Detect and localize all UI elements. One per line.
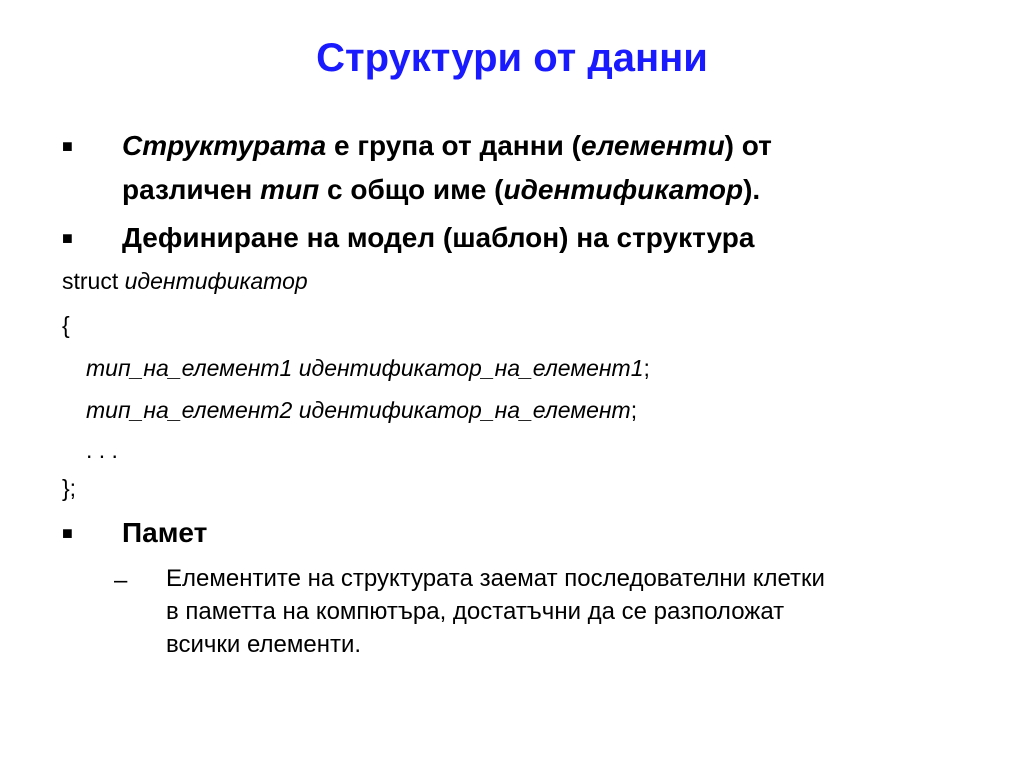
- text-fragment: с общо име (: [319, 174, 504, 205]
- code-member-1: [86, 353, 650, 383]
- code-struct-line: [62, 266, 308, 296]
- term-elements: елементи: [580, 130, 725, 161]
- code-member-2: [86, 395, 637, 425]
- struct-identifier: идентификатор: [124, 268, 308, 294]
- bullet-3-text: Памет: [122, 517, 208, 548]
- member-1-declaration: тип_на_елемент1 идентификатор_на_елемент1: [86, 355, 644, 381]
- bullet-marker: ■: [62, 136, 73, 156]
- bullet-2-text: Дефиниране на модел (шаблон) на структура: [122, 222, 755, 253]
- sub-bullet-line-3: всички елементи.: [166, 631, 362, 658]
- text-fragment: е група от данни (: [326, 130, 581, 161]
- text-fragment: различен: [122, 174, 261, 205]
- struct-keyword: struct: [62, 268, 125, 294]
- sub-bullet-line-2: в паметта на компютъра, достатъчни да се разположат: [166, 598, 785, 625]
- slide-title: Структури от данни: [316, 36, 708, 80]
- bullet-marker: ■: [62, 523, 73, 543]
- member-2-declaration: тип_на_елемент2 идентификатор_на_елемент: [86, 397, 631, 423]
- code-ellipsis: . . .: [86, 437, 118, 463]
- text-fragment: ) от: [724, 130, 772, 161]
- term-identifier: идентификатор: [503, 174, 744, 205]
- code-close-brace: };: [62, 475, 77, 501]
- dash-marker: –: [114, 567, 128, 594]
- term-type: тип: [260, 174, 320, 205]
- bullet-marker: ■: [62, 228, 73, 248]
- semicolon: ;: [630, 397, 638, 423]
- semicolon: ;: [643, 355, 650, 381]
- bullet-1-line-1: [122, 126, 772, 166]
- code-open-brace: {: [62, 312, 70, 338]
- text-fragment: ).: [743, 174, 761, 205]
- sub-bullet-line-1: Елементите на структурата заемат последователни клетки: [166, 565, 825, 592]
- bullet-1-line-2: [122, 170, 760, 210]
- term-structure: Структурата: [122, 130, 327, 161]
